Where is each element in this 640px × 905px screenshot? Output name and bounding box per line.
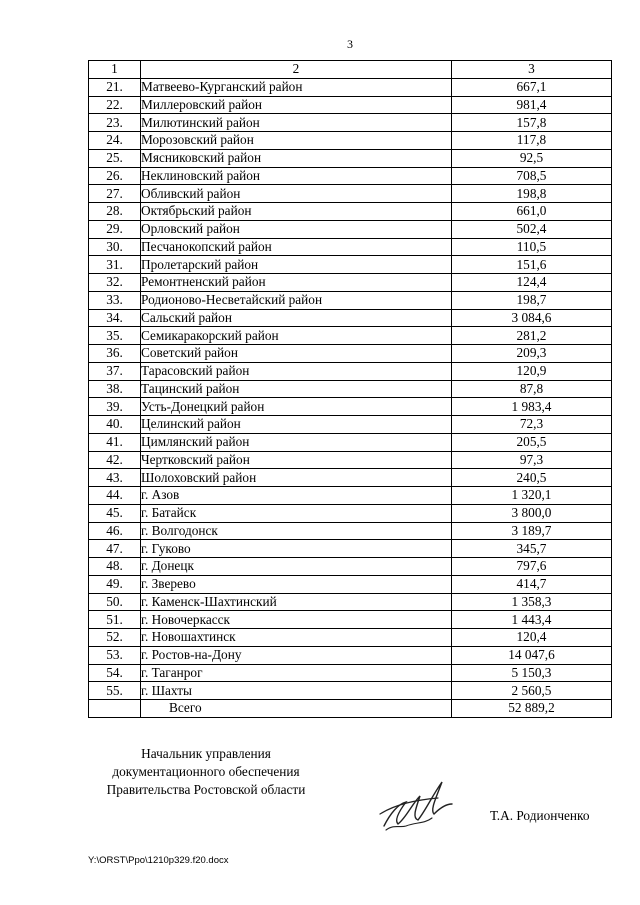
table-row [89,185,612,203]
row-name: Сальский район [141,309,452,327]
row-value: 3 800,0 [452,504,612,522]
row-number: 50. [89,593,141,611]
total-label: Всего [141,700,452,718]
row-name: Целинский район [141,416,452,434]
row-name: г. Ростов-на-Дону [141,646,452,664]
row-name: Матвеево-Курганский район [141,78,452,96]
row-value: 198,7 [452,291,612,309]
position-line-3: Правительства Ростовской области [106,782,306,797]
row-number: 52. [89,629,141,647]
table-row [89,220,612,238]
row-number: 23. [89,114,141,132]
row-number: 43. [89,469,141,487]
row-value: 1 320,1 [452,487,612,505]
row-number: 30. [89,238,141,256]
table-row [89,149,612,167]
table-row [89,469,612,487]
row-number: 44. [89,487,141,505]
row-name: г. Каменск-Шахтинский [141,593,452,611]
row-name: г. Новошахтинск [141,629,452,647]
row-number: 29. [89,220,141,238]
row-value: 117,8 [452,132,612,150]
row-number: 36. [89,345,141,363]
row-number: 35. [89,327,141,345]
row-name: Семикаракорский район [141,327,452,345]
row-number: 26. [89,167,141,185]
row-name: Советский район [141,345,452,363]
table-row [89,451,612,469]
table-row [89,327,612,345]
position-line-2: документационного обеспечения [112,764,300,779]
row-number: 31. [89,256,141,274]
row-value: 72,3 [452,416,612,434]
row-number: 42. [89,451,141,469]
row-number: 32. [89,274,141,292]
table-row [89,167,612,185]
row-value: 3 084,6 [452,309,612,327]
table-row [89,345,612,363]
row-value: 157,8 [452,114,612,132]
row-name: г. Зверево [141,575,452,593]
table-row [89,558,612,576]
row-value: 110,5 [452,238,612,256]
row-number: 41. [89,433,141,451]
handwritten-signature [376,774,456,836]
data-table [88,60,612,718]
row-name: Мясниковский район [141,149,452,167]
table-row [89,664,612,682]
row-number: 34. [89,309,141,327]
table-row [89,611,612,629]
row-name: Миллеровский район [141,96,452,114]
row-value: 5 150,3 [452,664,612,682]
row-number: 54. [89,664,141,682]
table-header-row [89,61,612,79]
row-name: Морозовский район [141,132,452,150]
row-value: 1 358,3 [452,593,612,611]
row-number: 28. [89,203,141,221]
row-value: 1 983,4 [452,398,612,416]
table-row [89,575,612,593]
table-row [89,504,612,522]
row-value: 1 443,4 [452,611,612,629]
row-value: 708,5 [452,167,612,185]
row-value: 120,9 [452,362,612,380]
header-cell-2: 2 [141,61,452,79]
row-value: 124,4 [452,274,612,292]
row-value: 345,7 [452,540,612,558]
row-number: 46. [89,522,141,540]
row-number: 53. [89,646,141,664]
row-value: 87,8 [452,380,612,398]
table-row [89,540,612,558]
row-value: 2 560,5 [452,682,612,700]
row-number: 48. [89,558,141,576]
row-name: г. Азов [141,487,452,505]
row-name: Октябрьский район [141,203,452,221]
row-number: 27. [89,185,141,203]
table-row [89,274,612,292]
table-row [89,256,612,274]
row-name: г. Донецк [141,558,452,576]
row-number: 45. [89,504,141,522]
row-name: г. Новочеркасск [141,611,452,629]
row-name: Орловский район [141,220,452,238]
table-row [89,522,612,540]
row-value: 414,7 [452,575,612,593]
row-value: 661,0 [452,203,612,221]
row-number: 37. [89,362,141,380]
row-value: 797,6 [452,558,612,576]
row-name: Обливский район [141,185,452,203]
row-name: Чертковский район [141,451,452,469]
table-row [89,309,612,327]
row-name: г. Таганрог [141,664,452,682]
row-number: 24. [89,132,141,150]
table-row [89,629,612,647]
row-number: 51. [89,611,141,629]
row-value: 92,5 [452,149,612,167]
row-name: г. Гуково [141,540,452,558]
row-value: 240,5 [452,469,612,487]
row-value: 120,4 [452,629,612,647]
table-row [89,114,612,132]
row-value: 97,3 [452,451,612,469]
row-name: Песчанокопский район [141,238,452,256]
signature-position [91,745,321,799]
total-row [89,700,612,718]
row-number: 47. [89,540,141,558]
table-row [89,398,612,416]
row-value: 981,4 [452,96,612,114]
table-row [89,203,612,221]
total-number-cell [89,700,141,718]
table-row [89,487,612,505]
row-name: Пролетарский район [141,256,452,274]
row-name: Неклиновский район [141,167,452,185]
row-number: 25. [89,149,141,167]
row-number: 33. [89,291,141,309]
position-line-1: Начальник управления [141,746,271,761]
row-name: Ремонтненский район [141,274,452,292]
row-name: Шолоховский район [141,469,452,487]
row-value: 205,5 [452,433,612,451]
row-number: 39. [89,398,141,416]
table-row [89,238,612,256]
table-row [89,291,612,309]
row-name: Родионово-Несветайский район [141,291,452,309]
row-value: 151,6 [452,256,612,274]
row-value: 209,3 [452,345,612,363]
table-row [89,362,612,380]
row-number: 21. [89,78,141,96]
header-cell-3: 3 [452,61,612,79]
row-name: Цимлянский район [141,433,452,451]
row-value: 3 189,7 [452,522,612,540]
table-row [89,646,612,664]
table-row [89,433,612,451]
row-name: Милютинский район [141,114,452,132]
table-row [89,682,612,700]
table-row [89,416,612,434]
row-number: 22. [89,96,141,114]
row-value: 502,4 [452,220,612,238]
row-number: 38. [89,380,141,398]
row-number: 40. [89,416,141,434]
table-row [89,132,612,150]
header-cell-1: 1 [89,61,141,79]
table-row [89,96,612,114]
row-name: г. Батайск [141,504,452,522]
file-path: Y:\ORST\Ppo\1210p329.f20.docx [88,855,229,866]
row-value: 198,8 [452,185,612,203]
row-number: 55. [89,682,141,700]
row-name: г. Шахты [141,682,452,700]
row-value: 667,1 [452,78,612,96]
table-row [89,78,612,96]
signer-name: Т.А. Родионченко [490,808,590,823]
row-name: г. Волгодонск [141,522,452,540]
row-value: 281,2 [452,327,612,345]
table-row [89,593,612,611]
table-row [89,380,612,398]
row-value: 14 047,6 [452,646,612,664]
row-number: 49. [89,575,141,593]
table-body [89,61,612,718]
total-value: 52 889,2 [452,700,612,718]
row-name: Тацинский район [141,380,452,398]
page-number: 3 [347,37,353,51]
row-name: Усть-Донецкий район [141,398,452,416]
row-name: Тарасовский район [141,362,452,380]
